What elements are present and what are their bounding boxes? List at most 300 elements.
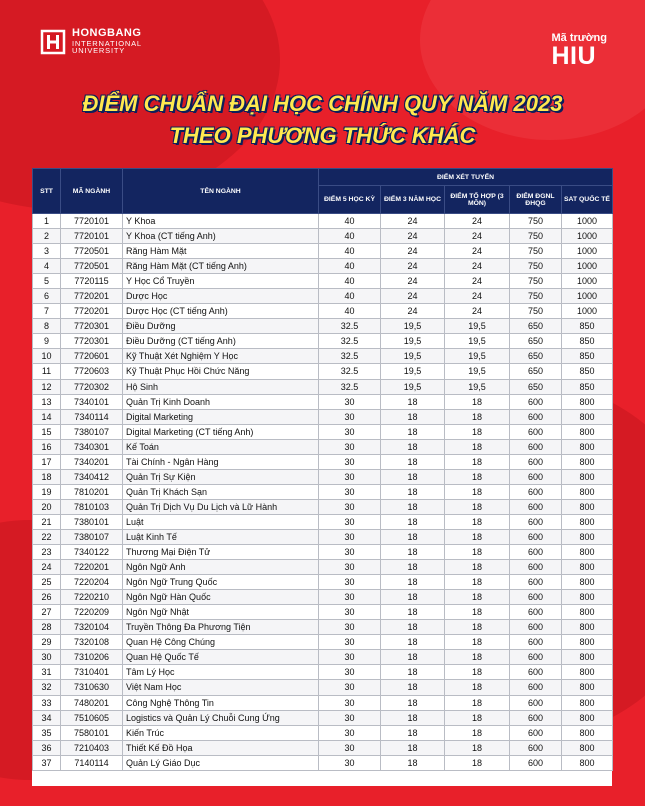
- table-row: [33, 590, 613, 605]
- school-code-value: HIU: [551, 42, 597, 70]
- cell-ten-nganh: Quản Trị Khách Sạn: [123, 484, 319, 499]
- cell-diem-5-hoc-ky: 30: [319, 725, 381, 740]
- cell-diem-5-hoc-ky: 30: [319, 514, 381, 529]
- cell-diem-5-hoc-ky: 30: [319, 545, 381, 560]
- cell-ten-nganh: Răng Hàm Mặt: [123, 244, 319, 259]
- cell-ma-nganh: 7220210: [61, 590, 123, 605]
- cell-stt: 19: [33, 484, 61, 499]
- cell-diem-5-hoc-ky: 40: [319, 304, 381, 319]
- cell-ten-nganh: Kỹ Thuật Xét Nghiệm Y Học: [123, 349, 319, 364]
- cell-diem-to-hop: 18: [445, 484, 510, 499]
- cell-sat: 800: [562, 499, 613, 514]
- cell-ma-nganh: 7720115: [61, 274, 123, 289]
- cell-ma-nganh: 7220201: [61, 560, 123, 575]
- cell-diem-dgnl: 650: [510, 364, 562, 379]
- cell-diem-5-hoc-ky: 30: [319, 484, 381, 499]
- cell-stt: 27: [33, 605, 61, 620]
- table-row: [33, 424, 613, 439]
- cell-ten-nganh: Quản Trị Kinh Doanh: [123, 394, 319, 409]
- cell-ma-nganh: 7220209: [61, 605, 123, 620]
- cell-diem-dgnl: 600: [510, 454, 562, 469]
- table-row: [33, 499, 613, 514]
- cell-sat: 800: [562, 665, 613, 680]
- table-row: [33, 409, 613, 424]
- cell-diem-to-hop: 18: [445, 755, 510, 770]
- cell-sat: 800: [562, 725, 613, 740]
- cell-stt: 24: [33, 560, 61, 575]
- table-row: [33, 244, 613, 259]
- cell-sat: 800: [562, 680, 613, 695]
- cell-diem-dgnl: 750: [510, 214, 562, 229]
- title-line-2: THEO PHƯƠNG THỨC KHÁC: [169, 123, 476, 148]
- table-row: [33, 484, 613, 499]
- cell-diem-3-nam-hoc: 18: [381, 605, 445, 620]
- logo-line-3: UNIVERSITY: [72, 46, 126, 56]
- cell-diem-5-hoc-ky: 30: [319, 635, 381, 650]
- header-diem-dgnl: ĐIỂM ĐGNL ĐHQG: [510, 186, 562, 214]
- cell-diem-to-hop: 18: [445, 575, 510, 590]
- table-body: [33, 214, 613, 771]
- cell-diem-to-hop: 18: [445, 710, 510, 725]
- cell-diem-3-nam-hoc: 24: [381, 289, 445, 304]
- cell-stt: 23: [33, 545, 61, 560]
- cell-diem-to-hop: 18: [445, 454, 510, 469]
- cell-ten-nganh: Công Nghệ Thông Tin: [123, 695, 319, 710]
- cell-diem-5-hoc-ky: 30: [319, 394, 381, 409]
- cell-ten-nganh: Y Khoa (CT tiếng Anh): [123, 229, 319, 244]
- cell-stt: 11: [33, 364, 61, 379]
- cell-ten-nganh: Ngôn Ngữ Hàn Quốc: [123, 590, 319, 605]
- cell-ten-nganh: Điều Dưỡng: [123, 319, 319, 334]
- cell-sat: 1000: [562, 244, 613, 259]
- cell-diem-to-hop: 18: [445, 529, 510, 544]
- table-header: [33, 169, 613, 214]
- header-ten-nganh: TÊN NGÀNH: [123, 169, 319, 214]
- cell-diem-to-hop: 24: [445, 259, 510, 274]
- cell-ten-nganh: Dược Học (CT tiếng Anh): [123, 304, 319, 319]
- table-row: [33, 575, 613, 590]
- cell-sat: 800: [562, 545, 613, 560]
- cell-diem-dgnl: 750: [510, 289, 562, 304]
- cell-sat: 850: [562, 349, 613, 364]
- cell-ma-nganh: 7720501: [61, 259, 123, 274]
- cell-diem-dgnl: 600: [510, 710, 562, 725]
- cell-ten-nganh: Quản Trị Sự Kiện: [123, 469, 319, 484]
- cell-stt: 33: [33, 695, 61, 710]
- cell-sat: 800: [562, 620, 613, 635]
- score-table-container: [32, 168, 612, 786]
- cell-diem-5-hoc-ky: 30: [319, 469, 381, 484]
- cell-diem-3-nam-hoc: 18: [381, 665, 445, 680]
- cell-ma-nganh: 7480201: [61, 695, 123, 710]
- cell-diem-dgnl: 750: [510, 274, 562, 289]
- cell-ten-nganh: Thương Mại Điện Tử: [123, 545, 319, 560]
- cell-ten-nganh: Kiến Trúc: [123, 725, 319, 740]
- cell-diem-to-hop: 18: [445, 469, 510, 484]
- cell-sat: 800: [562, 439, 613, 454]
- table-row: [33, 740, 613, 755]
- cell-diem-dgnl: 600: [510, 545, 562, 560]
- table-row: [33, 725, 613, 740]
- logo-line-2: INTERNATIONAL: [72, 38, 142, 48]
- page-title: [0, 88, 645, 152]
- cell-diem-to-hop: 18: [445, 725, 510, 740]
- cell-diem-3-nam-hoc: 18: [381, 635, 445, 650]
- cell-ma-nganh: 7720301: [61, 319, 123, 334]
- cell-ten-nganh: Y Học Cổ Truyền: [123, 274, 319, 289]
- cell-ten-nganh: Kế Toán: [123, 439, 319, 454]
- cell-ten-nganh: Y Khoa: [123, 214, 319, 229]
- table-row: [33, 650, 613, 665]
- cell-diem-3-nam-hoc: 18: [381, 620, 445, 635]
- cell-diem-to-hop: 19,5: [445, 334, 510, 349]
- cell-ten-nganh: Quan Hệ Quốc Tế: [123, 650, 319, 665]
- cell-diem-5-hoc-ky: 30: [319, 454, 381, 469]
- cell-ten-nganh: Digital Marketing: [123, 409, 319, 424]
- cell-ten-nganh: Logistics và Quản Lý Chuỗi Cung Ứng: [123, 710, 319, 725]
- cell-ma-nganh: 7510605: [61, 710, 123, 725]
- cell-diem-to-hop: 18: [445, 545, 510, 560]
- cell-stt: 12: [33, 379, 61, 394]
- cell-ma-nganh: 7720301: [61, 334, 123, 349]
- cell-diem-to-hop: 18: [445, 605, 510, 620]
- cell-stt: 28: [33, 620, 61, 635]
- cell-diem-dgnl: 600: [510, 665, 562, 680]
- cell-sat: 800: [562, 394, 613, 409]
- cell-diem-5-hoc-ky: 32.5: [319, 319, 381, 334]
- cell-diem-3-nam-hoc: 18: [381, 650, 445, 665]
- cell-sat: 800: [562, 409, 613, 424]
- cell-ma-nganh: 7310401: [61, 665, 123, 680]
- cell-stt: 32: [33, 680, 61, 695]
- cell-diem-dgnl: 650: [510, 319, 562, 334]
- cell-stt: 4: [33, 259, 61, 274]
- cell-ten-nganh: Hộ Sinh: [123, 379, 319, 394]
- cell-stt: 31: [33, 665, 61, 680]
- cell-diem-5-hoc-ky: 30: [319, 680, 381, 695]
- cell-sat: 800: [562, 710, 613, 725]
- cell-diem-3-nam-hoc: 18: [381, 484, 445, 499]
- cell-ten-nganh: Răng Hàm Mặt (CT tiếng Anh): [123, 259, 319, 274]
- cell-ten-nganh: Quan Hệ Công Chúng: [123, 635, 319, 650]
- cell-diem-3-nam-hoc: 18: [381, 439, 445, 454]
- cell-sat: 800: [562, 695, 613, 710]
- cell-diem-3-nam-hoc: 24: [381, 229, 445, 244]
- table-row: [33, 665, 613, 680]
- cell-diem-dgnl: 750: [510, 304, 562, 319]
- table-row: [33, 620, 613, 635]
- table-row: [33, 319, 613, 334]
- cell-diem-to-hop: 18: [445, 439, 510, 454]
- cell-diem-dgnl: 600: [510, 635, 562, 650]
- cell-diem-5-hoc-ky: 30: [319, 650, 381, 665]
- cell-diem-5-hoc-ky: 30: [319, 529, 381, 544]
- table-row: [33, 364, 613, 379]
- cell-diem-to-hop: 18: [445, 650, 510, 665]
- cell-diem-dgnl: 600: [510, 409, 562, 424]
- cell-ten-nganh: Thiết Kế Đồ Họa: [123, 740, 319, 755]
- cell-ma-nganh: 7320108: [61, 635, 123, 650]
- header-stt: STT: [33, 169, 61, 214]
- cell-stt: 37: [33, 755, 61, 770]
- cell-diem-3-nam-hoc: 18: [381, 590, 445, 605]
- cell-diem-dgnl: 750: [510, 244, 562, 259]
- cell-sat: 800: [562, 469, 613, 484]
- cell-stt: 15: [33, 424, 61, 439]
- cell-sat: 800: [562, 605, 613, 620]
- table-row: [33, 334, 613, 349]
- cell-diem-dgnl: 650: [510, 349, 562, 364]
- cell-sat: 800: [562, 590, 613, 605]
- cell-diem-to-hop: 24: [445, 214, 510, 229]
- cell-sat: 800: [562, 755, 613, 770]
- cell-diem-dgnl: 600: [510, 725, 562, 740]
- cell-ma-nganh: 7380107: [61, 424, 123, 439]
- hiu-logo-icon: [40, 29, 66, 55]
- cell-diem-3-nam-hoc: 18: [381, 710, 445, 725]
- table-row: [33, 545, 613, 560]
- cell-sat: 800: [562, 529, 613, 544]
- cell-diem-3-nam-hoc: 19,5: [381, 379, 445, 394]
- university-logo: [40, 28, 142, 55]
- table-row: [33, 454, 613, 469]
- cell-sat: 850: [562, 319, 613, 334]
- table-row: [33, 394, 613, 409]
- cell-diem-to-hop: 19,5: [445, 364, 510, 379]
- cell-diem-5-hoc-ky: 30: [319, 409, 381, 424]
- cell-stt: 17: [33, 454, 61, 469]
- cell-sat: 800: [562, 650, 613, 665]
- cell-ma-nganh: 7340114: [61, 409, 123, 424]
- cell-diem-dgnl: 600: [510, 680, 562, 695]
- cell-diem-5-hoc-ky: 30: [319, 710, 381, 725]
- cell-stt: 1: [33, 214, 61, 229]
- cell-stt: 16: [33, 439, 61, 454]
- cell-sat: 1000: [562, 304, 613, 319]
- cell-sat: 800: [562, 740, 613, 755]
- cell-stt: 7: [33, 304, 61, 319]
- header-diem-5-hoc-ky: ĐIỂM 5 HỌC KỲ: [319, 186, 381, 214]
- logo-line-1: HONGBANG: [72, 27, 142, 39]
- school-code-label: Mã trường: [551, 32, 607, 44]
- cell-diem-to-hop: 18: [445, 499, 510, 514]
- cell-diem-dgnl: 600: [510, 424, 562, 439]
- table-row: [33, 304, 613, 319]
- cell-diem-to-hop: 24: [445, 304, 510, 319]
- cell-diem-dgnl: 600: [510, 514, 562, 529]
- cell-ten-nganh: Ngôn Ngữ Trung Quốc: [123, 575, 319, 590]
- cell-ten-nganh: Quản Trị Dịch Vụ Du Lịch và Lữ Hành: [123, 499, 319, 514]
- cell-diem-dgnl: 600: [510, 560, 562, 575]
- cell-diem-to-hop: 18: [445, 409, 510, 424]
- cell-diem-5-hoc-ky: 40: [319, 244, 381, 259]
- cell-ten-nganh: Ngôn Ngữ Nhật: [123, 605, 319, 620]
- cell-diem-3-nam-hoc: 18: [381, 545, 445, 560]
- cell-ma-nganh: 7720101: [61, 229, 123, 244]
- cell-diem-dgnl: 600: [510, 590, 562, 605]
- cell-sat: 800: [562, 424, 613, 439]
- cell-diem-5-hoc-ky: 30: [319, 605, 381, 620]
- table-row: [33, 214, 613, 229]
- cell-diem-to-hop: 18: [445, 680, 510, 695]
- cell-diem-3-nam-hoc: 18: [381, 529, 445, 544]
- cell-diem-5-hoc-ky: 40: [319, 274, 381, 289]
- cell-diem-to-hop: 24: [445, 244, 510, 259]
- cell-diem-to-hop: 18: [445, 394, 510, 409]
- cell-diem-dgnl: 600: [510, 740, 562, 755]
- cell-diem-to-hop: 18: [445, 695, 510, 710]
- cell-diem-to-hop: 24: [445, 229, 510, 244]
- table-row: [33, 605, 613, 620]
- cell-ma-nganh: 7340412: [61, 469, 123, 484]
- cell-diem-5-hoc-ky: 30: [319, 755, 381, 770]
- cell-sat: 800: [562, 560, 613, 575]
- cell-diem-dgnl: 650: [510, 379, 562, 394]
- table-row: [33, 755, 613, 770]
- cell-stt: 6: [33, 289, 61, 304]
- table-row: [33, 349, 613, 364]
- school-code: [551, 32, 607, 69]
- cell-diem-to-hop: 18: [445, 560, 510, 575]
- cell-ten-nganh: Việt Nam Học: [123, 680, 319, 695]
- cell-diem-3-nam-hoc: 18: [381, 409, 445, 424]
- cell-ma-nganh: 7580101: [61, 725, 123, 740]
- cell-ma-nganh: 7720101: [61, 214, 123, 229]
- cell-diem-3-nam-hoc: 18: [381, 469, 445, 484]
- cell-sat: 1000: [562, 214, 613, 229]
- cell-diem-to-hop: 18: [445, 620, 510, 635]
- cell-diem-to-hop: 18: [445, 590, 510, 605]
- cell-stt: 30: [33, 650, 61, 665]
- cell-diem-5-hoc-ky: 32.5: [319, 349, 381, 364]
- cell-ten-nganh: Tâm Lý Học: [123, 665, 319, 680]
- score-table: [32, 168, 613, 771]
- cell-diem-dgnl: 600: [510, 484, 562, 499]
- cell-diem-3-nam-hoc: 18: [381, 424, 445, 439]
- cell-ma-nganh: 7720302: [61, 379, 123, 394]
- cell-sat: 800: [562, 575, 613, 590]
- cell-diem-3-nam-hoc: 18: [381, 394, 445, 409]
- cell-diem-dgnl: 600: [510, 575, 562, 590]
- cell-sat: 800: [562, 484, 613, 499]
- table-row: [33, 695, 613, 710]
- cell-diem-5-hoc-ky: 40: [319, 229, 381, 244]
- table-row: [33, 529, 613, 544]
- cell-ten-nganh: Dược Học: [123, 289, 319, 304]
- cell-ten-nganh: Quản Lý Giáo Dục: [123, 755, 319, 770]
- cell-stt: 8: [33, 319, 61, 334]
- table-row: [33, 274, 613, 289]
- cell-diem-5-hoc-ky: 30: [319, 620, 381, 635]
- table-row: [33, 710, 613, 725]
- cell-ma-nganh: 7340122: [61, 545, 123, 560]
- cell-ten-nganh: Truyền Thông Đa Phương Tiện: [123, 620, 319, 635]
- cell-stt: 18: [33, 469, 61, 484]
- cell-stt: 35: [33, 725, 61, 740]
- cell-diem-dgnl: 600: [510, 439, 562, 454]
- cell-stt: 14: [33, 409, 61, 424]
- cell-ma-nganh: 7720601: [61, 349, 123, 364]
- cell-diem-to-hop: 18: [445, 665, 510, 680]
- cell-stt: 34: [33, 710, 61, 725]
- cell-sat: 850: [562, 334, 613, 349]
- cell-sat: 800: [562, 514, 613, 529]
- cell-diem-3-nam-hoc: 19,5: [381, 319, 445, 334]
- cell-stt: 26: [33, 590, 61, 605]
- cell-diem-5-hoc-ky: 40: [319, 214, 381, 229]
- cell-diem-3-nam-hoc: 18: [381, 740, 445, 755]
- cell-ten-nganh: Tài Chính - Ngân Hàng: [123, 454, 319, 469]
- cell-diem-5-hoc-ky: 40: [319, 289, 381, 304]
- cell-diem-dgnl: 600: [510, 469, 562, 484]
- cell-stt: 10: [33, 349, 61, 364]
- cell-ten-nganh: Điều Dưỡng (CT tiếng Anh): [123, 334, 319, 349]
- cell-sat: 1000: [562, 289, 613, 304]
- cell-diem-3-nam-hoc: 24: [381, 274, 445, 289]
- cell-stt: 22: [33, 529, 61, 544]
- cell-stt: 9: [33, 334, 61, 349]
- cell-diem-3-nam-hoc: 18: [381, 454, 445, 469]
- cell-diem-5-hoc-ky: 30: [319, 575, 381, 590]
- cell-ma-nganh: 7720201: [61, 304, 123, 319]
- cell-sat: 1000: [562, 259, 613, 274]
- cell-stt: 2: [33, 229, 61, 244]
- cell-ma-nganh: 7720501: [61, 244, 123, 259]
- cell-stt: 3: [33, 244, 61, 259]
- cell-diem-3-nam-hoc: 24: [381, 259, 445, 274]
- cell-diem-dgnl: 600: [510, 695, 562, 710]
- cell-sat: 1000: [562, 274, 613, 289]
- cell-diem-5-hoc-ky: 30: [319, 695, 381, 710]
- cell-diem-3-nam-hoc: 24: [381, 214, 445, 229]
- cell-diem-to-hop: 24: [445, 274, 510, 289]
- cell-diem-5-hoc-ky: 32.5: [319, 379, 381, 394]
- cell-ma-nganh: 7810201: [61, 484, 123, 499]
- title-line-1: ĐIỂM CHUẨN ĐẠI HỌC CHÍNH QUY NĂM 2023: [82, 91, 563, 116]
- cell-diem-3-nam-hoc: 18: [381, 499, 445, 514]
- cell-diem-3-nam-hoc: 18: [381, 514, 445, 529]
- cell-diem-dgnl: 600: [510, 499, 562, 514]
- cell-diem-3-nam-hoc: 18: [381, 695, 445, 710]
- table-row: [33, 259, 613, 274]
- cell-diem-to-hop: 18: [445, 424, 510, 439]
- cell-ten-nganh: Kỹ Thuật Phục Hồi Chức Năng: [123, 364, 319, 379]
- cell-ma-nganh: 7340101: [61, 394, 123, 409]
- cell-diem-5-hoc-ky: 32.5: [319, 364, 381, 379]
- cell-diem-5-hoc-ky: 30: [319, 740, 381, 755]
- cell-diem-3-nam-hoc: 24: [381, 244, 445, 259]
- cell-diem-5-hoc-ky: 30: [319, 665, 381, 680]
- cell-diem-dgnl: 600: [510, 529, 562, 544]
- cell-ma-nganh: 7810103: [61, 499, 123, 514]
- cell-stt: 5: [33, 274, 61, 289]
- cell-diem-dgnl: 600: [510, 755, 562, 770]
- cell-ten-nganh: Luật: [123, 514, 319, 529]
- cell-stt: 36: [33, 740, 61, 755]
- cell-diem-to-hop: 18: [445, 740, 510, 755]
- cell-diem-5-hoc-ky: 30: [319, 560, 381, 575]
- cell-diem-3-nam-hoc: 18: [381, 575, 445, 590]
- cell-sat: 1000: [562, 229, 613, 244]
- cell-ma-nganh: 7310206: [61, 650, 123, 665]
- cell-ma-nganh: 7340201: [61, 454, 123, 469]
- table-row: [33, 229, 613, 244]
- cell-ten-nganh: Ngôn Ngữ Anh: [123, 560, 319, 575]
- header-diem-to-hop: ĐIỂM TỔ HỢP (3 MÔN): [445, 186, 510, 214]
- table-row: [33, 439, 613, 454]
- cell-diem-dgnl: 600: [510, 605, 562, 620]
- cell-sat: 800: [562, 454, 613, 469]
